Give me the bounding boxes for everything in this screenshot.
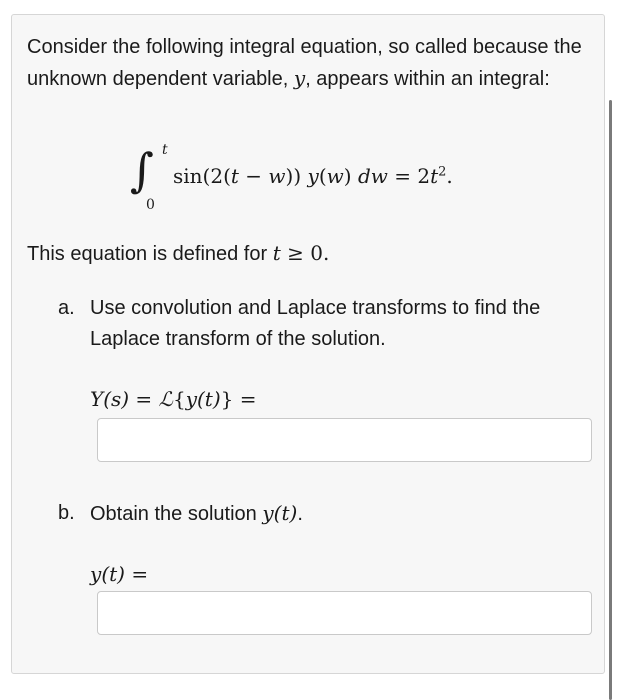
upper-limit: t (162, 142, 168, 158)
part-b-text: Obtain the solution y(t). (90, 501, 303, 525)
domain-text: This equation is defined for t ≥ 0. (27, 241, 330, 265)
part-b-marker: b. (58, 502, 75, 524)
part-a-text: Use convolution and Laplace transforms to find the Laplace transform of the solution. (90, 297, 541, 350)
laplace-answer-input[interactable] (97, 418, 592, 462)
solution-answer-input[interactable] (97, 591, 592, 635)
solution-answer-label: y(t) = (90, 562, 149, 586)
integral-equation (130, 140, 550, 220)
integral-sign: ∫ (130, 143, 154, 197)
variable-y: y (293, 66, 306, 90)
integrand: sin(2(t − w)) y(w) dw = $2t^2$. (173, 164, 453, 188)
laplace-answer-label: Y(s) = ℒ{y(t)} = (90, 387, 257, 411)
lower-limit: 0 (146, 197, 155, 213)
part-a-marker: a. (58, 297, 75, 319)
scrollbar[interactable] (609, 100, 612, 700)
intro-text: Consider the following integral equation, so called because the unknown dependent variable, y, appears within an integral: (27, 36, 582, 90)
